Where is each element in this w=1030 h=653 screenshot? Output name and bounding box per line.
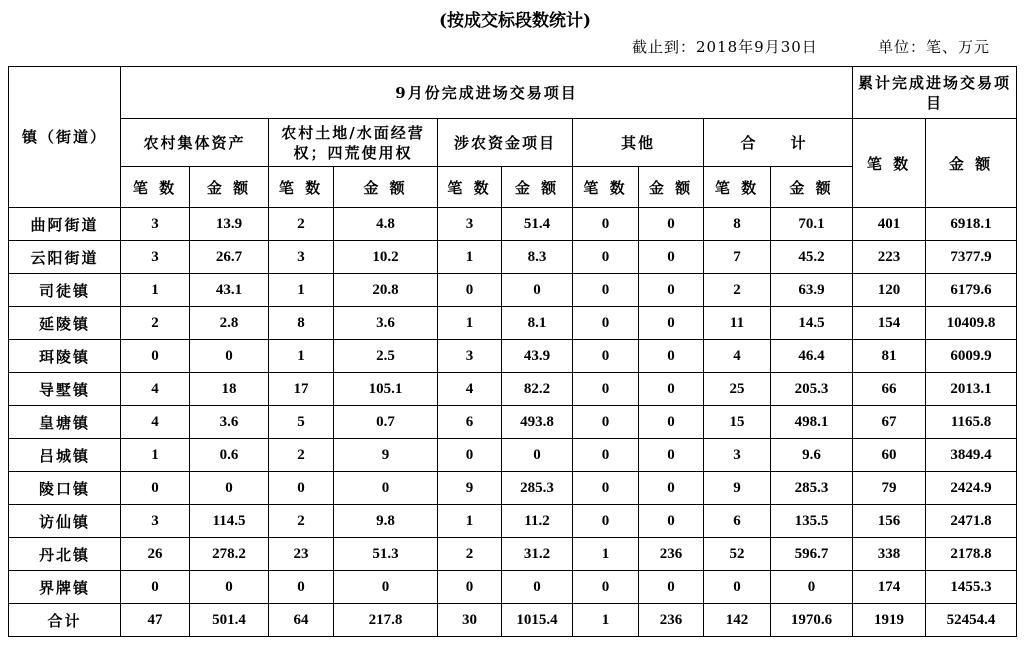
- value-cell: 0: [704, 571, 771, 604]
- value-cell: 63.9: [771, 274, 853, 307]
- value-cell: 30: [438, 604, 502, 637]
- value-cell: 3: [704, 439, 771, 472]
- category-header: 农村土地/水面经营权；四荒使用权: [269, 119, 438, 167]
- value-cell: 0: [269, 472, 334, 505]
- value-cell: 0: [639, 439, 704, 472]
- value-cell: 8: [269, 307, 334, 340]
- value-cell: 0: [573, 571, 639, 604]
- table-row: [9, 604, 1017, 637]
- cumulative-header: 累计完成进场交易项目: [853, 67, 1017, 119]
- table-row: [9, 439, 1017, 472]
- value-cell: 596.7: [771, 538, 853, 571]
- value-cell: 20.8: [334, 274, 438, 307]
- town-cell: 吕城镇: [9, 439, 121, 472]
- value-cell: 8: [704, 208, 771, 241]
- value-cell: 2: [269, 505, 334, 538]
- value-cell: 51.4: [502, 208, 573, 241]
- value-cell: 1: [438, 307, 502, 340]
- category-header: 涉农资金项目: [438, 119, 573, 167]
- count-header: 笔 数: [573, 167, 639, 208]
- value-cell: 3: [269, 241, 334, 274]
- value-cell: 60: [853, 439, 926, 472]
- count-header: 笔 数: [121, 167, 190, 208]
- value-cell: 4: [704, 340, 771, 373]
- table-row: [9, 538, 1017, 571]
- value-cell: 5: [269, 406, 334, 439]
- value-cell: 2.5: [334, 340, 438, 373]
- count-header: 笔 数: [269, 167, 334, 208]
- value-cell: 45.2: [771, 241, 853, 274]
- table-row: [9, 241, 1017, 274]
- value-cell: 1: [573, 604, 639, 637]
- value-cell: 0: [639, 274, 704, 307]
- value-cell: 8.1: [502, 307, 573, 340]
- value-cell: 0: [639, 340, 704, 373]
- page-title: (按成交标段数统计): [438, 11, 592, 31]
- value-cell: 0: [438, 439, 502, 472]
- value-cell: 0: [639, 208, 704, 241]
- count-header: 笔 数: [704, 167, 771, 208]
- value-cell: 236: [639, 538, 704, 571]
- header-row-1: [9, 67, 1017, 119]
- value-cell: 2.8: [190, 307, 269, 340]
- amount-header: 金 额: [771, 167, 853, 208]
- value-cell: 10409.8: [926, 307, 1017, 340]
- value-cell: 3: [121, 241, 190, 274]
- value-cell: 13.9: [190, 208, 269, 241]
- value-cell: 0.6: [190, 439, 269, 472]
- value-cell: 498.1: [771, 406, 853, 439]
- value-cell: 501.4: [190, 604, 269, 637]
- value-cell: 2178.8: [926, 538, 1017, 571]
- table-row: [9, 472, 1017, 505]
- value-cell: 1919: [853, 604, 926, 637]
- value-cell: 285.3: [502, 472, 573, 505]
- value-cell: 0: [438, 274, 502, 307]
- value-cell: 4: [121, 373, 190, 406]
- town-cell: 曲阿街道: [9, 208, 121, 241]
- value-cell: 0: [639, 241, 704, 274]
- table-row: [9, 340, 1017, 373]
- value-cell: 6: [438, 406, 502, 439]
- value-cell: 31.2: [502, 538, 573, 571]
- value-cell: 217.8: [334, 604, 438, 637]
- value-cell: 0: [121, 571, 190, 604]
- value-cell: 0: [190, 571, 269, 604]
- value-cell: 114.5: [190, 505, 269, 538]
- town-cell: 司徒镇: [9, 274, 121, 307]
- value-cell: 0: [121, 340, 190, 373]
- value-cell: 6009.9: [926, 340, 1017, 373]
- value-cell: 52: [704, 538, 771, 571]
- date-label: 截止到：2018年9月30日: [632, 38, 818, 56]
- value-cell: 43.9: [502, 340, 573, 373]
- town-cell: 珥陵镇: [9, 340, 121, 373]
- value-cell: 79: [853, 472, 926, 505]
- value-cell: 154: [853, 307, 926, 340]
- value-cell: 278.2: [190, 538, 269, 571]
- value-cell: 0: [334, 571, 438, 604]
- month-group-header: 9月份完成进场交易项目: [121, 67, 853, 119]
- town-cell: 访仙镇: [9, 505, 121, 538]
- amount-header: 金 额: [639, 167, 704, 208]
- header-row-2: [9, 119, 1017, 167]
- table-row: [9, 208, 1017, 241]
- value-cell: 0: [573, 208, 639, 241]
- value-cell: 66: [853, 373, 926, 406]
- town-cell: 导墅镇: [9, 373, 121, 406]
- value-cell: 9.8: [334, 505, 438, 538]
- value-cell: 3.6: [334, 307, 438, 340]
- value-cell: 0: [573, 274, 639, 307]
- value-cell: 23: [269, 538, 334, 571]
- count-header: 笔 数: [438, 167, 502, 208]
- value-cell: 285.3: [771, 472, 853, 505]
- value-cell: 9: [704, 472, 771, 505]
- value-cell: 0: [771, 571, 853, 604]
- value-cell: 0: [639, 571, 704, 604]
- value-cell: 2: [121, 307, 190, 340]
- value-cell: 64: [269, 604, 334, 637]
- value-cell: 338: [853, 538, 926, 571]
- category-header: 农村集体资产: [121, 119, 269, 167]
- value-cell: 3849.4: [926, 439, 1017, 472]
- table-row: [9, 373, 1017, 406]
- value-cell: 7: [704, 241, 771, 274]
- value-cell: 120: [853, 274, 926, 307]
- value-cell: 67: [853, 406, 926, 439]
- value-cell: 70.1: [771, 208, 853, 241]
- value-cell: 25: [704, 373, 771, 406]
- value-cell: 11.2: [502, 505, 573, 538]
- value-cell: 1: [121, 274, 190, 307]
- value-cell: 9: [334, 439, 438, 472]
- value-cell: 1: [438, 505, 502, 538]
- value-cell: 43.1: [190, 274, 269, 307]
- value-cell: 0: [573, 241, 639, 274]
- value-cell: 493.8: [502, 406, 573, 439]
- value-cell: 3.6: [190, 406, 269, 439]
- value-cell: 1: [121, 439, 190, 472]
- value-cell: 1015.4: [502, 604, 573, 637]
- town-cell: 延陵镇: [9, 307, 121, 340]
- value-cell: 6: [704, 505, 771, 538]
- value-cell: 0: [639, 307, 704, 340]
- category-header: 合 计: [704, 119, 853, 167]
- value-cell: 3: [438, 340, 502, 373]
- value-cell: 142: [704, 604, 771, 637]
- value-cell: 46.4: [771, 340, 853, 373]
- value-cell: 9.6: [771, 439, 853, 472]
- value-cell: 0: [573, 307, 639, 340]
- table-row: [9, 505, 1017, 538]
- value-cell: 3: [121, 208, 190, 241]
- town-cell: 皇塘镇: [9, 406, 121, 439]
- value-cell: 0.7: [334, 406, 438, 439]
- value-cell: 0: [502, 571, 573, 604]
- value-cell: 205.3: [771, 373, 853, 406]
- value-cell: 81: [853, 340, 926, 373]
- town-cell: 陵口镇: [9, 472, 121, 505]
- value-cell: 0: [639, 472, 704, 505]
- value-cell: 0: [573, 406, 639, 439]
- value-cell: 18: [190, 373, 269, 406]
- value-cell: 4: [438, 373, 502, 406]
- value-cell: 0: [573, 340, 639, 373]
- value-cell: 0: [573, 439, 639, 472]
- value-cell: 82.2: [502, 373, 573, 406]
- value-cell: 0: [438, 571, 502, 604]
- table-row: [9, 406, 1017, 439]
- cumulative-count-header: 笔 数: [853, 119, 926, 208]
- value-cell: 4.8: [334, 208, 438, 241]
- value-cell: 7377.9: [926, 241, 1017, 274]
- town-cell: 合计: [9, 604, 121, 637]
- value-cell: 1: [269, 340, 334, 373]
- value-cell: 2: [438, 538, 502, 571]
- value-cell: 15: [704, 406, 771, 439]
- value-cell: 10.2: [334, 241, 438, 274]
- value-cell: 14.5: [771, 307, 853, 340]
- value-cell: 223: [853, 241, 926, 274]
- value-cell: 2424.9: [926, 472, 1017, 505]
- unit-label: 单位：笔、万元: [878, 38, 991, 56]
- value-cell: 135.5: [771, 505, 853, 538]
- town-cell: 界牌镇: [9, 571, 121, 604]
- table-row: [9, 274, 1017, 307]
- value-cell: 51.3: [334, 538, 438, 571]
- cumulative-amount-header: 金 额: [926, 119, 1017, 208]
- value-cell: 0: [190, 472, 269, 505]
- town-cell: 云阳街道: [9, 241, 121, 274]
- value-cell: 1: [438, 241, 502, 274]
- value-cell: 0: [334, 472, 438, 505]
- value-cell: 236: [639, 604, 704, 637]
- value-cell: 3: [438, 208, 502, 241]
- value-cell: 8.3: [502, 241, 573, 274]
- value-cell: 17: [269, 373, 334, 406]
- value-cell: 6179.6: [926, 274, 1017, 307]
- value-cell: 52454.4: [926, 604, 1017, 637]
- value-cell: 0: [639, 505, 704, 538]
- value-cell: 1970.6: [771, 604, 853, 637]
- value-cell: 0: [639, 406, 704, 439]
- value-cell: 3: [121, 505, 190, 538]
- value-cell: 2471.8: [926, 505, 1017, 538]
- value-cell: 0: [573, 373, 639, 406]
- value-cell: 401: [853, 208, 926, 241]
- value-cell: 0: [639, 373, 704, 406]
- table-row: [9, 571, 1017, 604]
- value-cell: 6918.1: [926, 208, 1017, 241]
- value-cell: 1165.8: [926, 406, 1017, 439]
- value-cell: 1455.3: [926, 571, 1017, 604]
- value-cell: 0: [573, 472, 639, 505]
- town-cell: 丹北镇: [9, 538, 121, 571]
- value-cell: 4: [121, 406, 190, 439]
- value-cell: 1: [269, 274, 334, 307]
- value-cell: 0: [190, 340, 269, 373]
- amount-header: 金 额: [334, 167, 438, 208]
- town-header: 镇（街道）: [9, 67, 121, 208]
- value-cell: 2013.1: [926, 373, 1017, 406]
- statistics-table: [8, 66, 1017, 637]
- amount-header: 金 额: [502, 167, 573, 208]
- value-cell: 2: [269, 439, 334, 472]
- value-cell: 0: [502, 439, 573, 472]
- value-cell: 9: [438, 472, 502, 505]
- value-cell: 11: [704, 307, 771, 340]
- value-cell: 2: [704, 274, 771, 307]
- category-header: 其他: [573, 119, 704, 167]
- value-cell: 26: [121, 538, 190, 571]
- value-cell: 0: [573, 505, 639, 538]
- value-cell: 0: [502, 274, 573, 307]
- value-cell: 156: [853, 505, 926, 538]
- value-cell: 0: [269, 571, 334, 604]
- value-cell: 105.1: [334, 373, 438, 406]
- value-cell: 1: [573, 538, 639, 571]
- amount-header: 金 额: [190, 167, 269, 208]
- value-cell: 26.7: [190, 241, 269, 274]
- value-cell: 47: [121, 604, 190, 637]
- value-cell: 2: [269, 208, 334, 241]
- value-cell: 0: [121, 472, 190, 505]
- table-row: [9, 307, 1017, 340]
- value-cell: 174: [853, 571, 926, 604]
